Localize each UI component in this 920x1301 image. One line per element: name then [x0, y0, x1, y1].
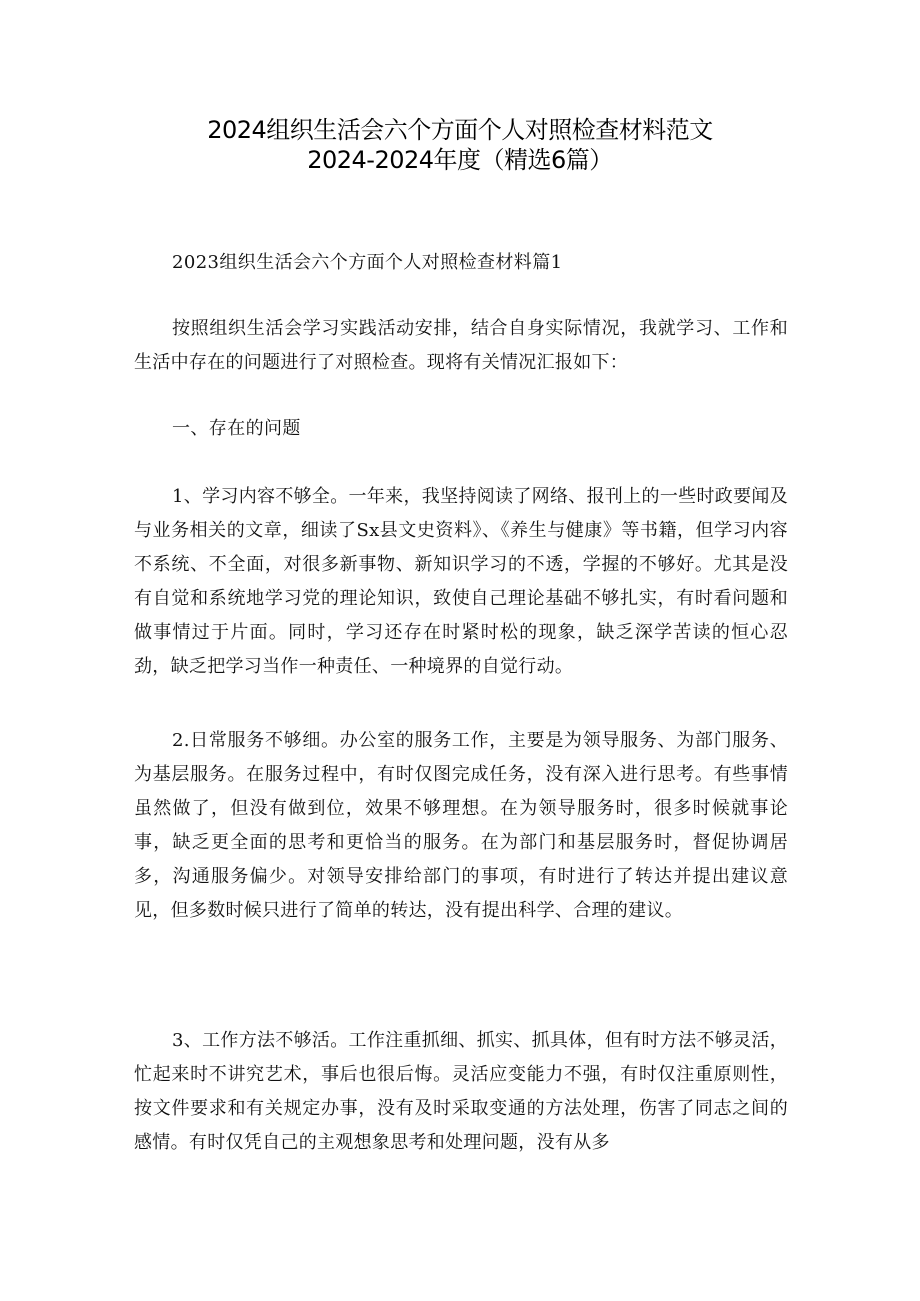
section-heading-problems: 一、存在的问题 — [172, 418, 301, 439]
document-title-line-2: 2024-2024年度（精选6篇） — [307, 146, 613, 174]
article-heading: 2023组织生活会六个方面个人对照检查材料篇1 — [172, 252, 563, 273]
paragraph-point-2: 2.日常服务不够细。办公室的服务工作，主要是为领导服务、为部门服务、为基层服务。在服务过程中，有时仅图完成任务，没有深入进行思考。有些事情虽然做了，但没有做到位，效果不够理想。在为领导服务时，很多时候就事论事，缺乏更全面的思考和更恰当的服务。在为部门和基层服务时，督促协调居多，沟通服务偏少。对领导安排给部门的事项，有时进行了转达并提出建议意见，但多数时候只进行了简单的转达，没有提出科学、合理的建议。 — [134, 730, 788, 921]
paragraph-point-1: 1、学习内容不够全。一年来，我坚持阅读了网络、报刊上的一些时政要闻及与业务相关的文章，细读了Sx县文史资料》、《养生与健康》等书籍，但学习内容不系统、不全面，对很多新事物、新知识学习的不透，学握的不够好。尤其是没有自觉和系统地学习党的理论知识，致使自己理论基础不够扎实，有时看问题和做事情过于片面。同时，学习还存在时紧时松的现象，缺乏深学苦读的恒心忍劲，缺乏把学习当作一种责任、一种境界的自觉行动。 — [134, 486, 788, 677]
document-title-line-1: 2024组织生活会六个方面个人对照检查材料范文 — [207, 116, 713, 144]
paragraph-point-3: 3、工作方法不够活。工作注重抓细、抓实、抓具体，但有时方法不够灵活，忙起来时不讲究艺术，事后也很后悔。灵活应变能力不强，有时仅注重原则性，按文件要求和有关规定办事，没有及时采取变通的方法处理，伤害了同志之间的感情。有时仅凭自己的主观想象思考和处理问题，没有从多 — [134, 1030, 788, 1153]
intro-paragraph: 按照组织生活会学习实践活动安排，结合自身实际情况，我就学习、工作和生活中存在的问题进行了对照检查。现将有关情况汇报如下： — [134, 318, 788, 373]
